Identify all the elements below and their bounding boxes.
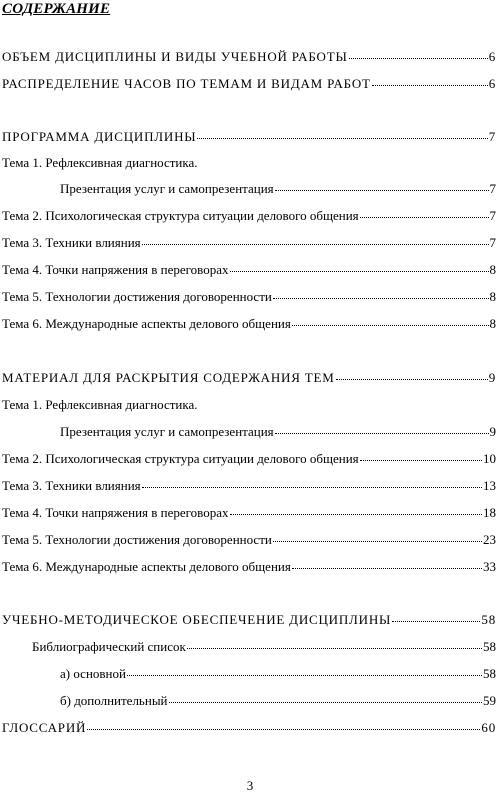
toc-leader-dots (392, 609, 480, 622)
toc-entry-page: 7 (489, 208, 496, 223)
toc-leader-dots (292, 313, 489, 326)
toc-leader-dots (87, 717, 480, 730)
toc-entry-page: 33 (483, 559, 496, 574)
toc-entry[interactable] (2, 369, 496, 387)
toc-entry-label: Тема 3. Техники влияния (2, 478, 141, 493)
toc-entry-label: Тема 2. Психологическая структура ситуации делового общения (2, 208, 359, 223)
toc-entry-label: Тема 1. Рефлексивная диагностика. (2, 155, 198, 170)
toc-entry-page: 7 (488, 129, 496, 144)
toc-entry[interactable] (60, 665, 496, 683)
toc-leader-dots (230, 259, 489, 272)
toc-entry-label: Тема 6. Международные аспекты делового общения (2, 316, 291, 331)
toc-entry-label: Тема 5. Технологии достижения договоренности (2, 289, 272, 304)
toc-leader-dots (292, 556, 482, 569)
toc-entry[interactable] (2, 558, 496, 576)
toc-entry-page: 9 (488, 370, 496, 385)
toc-entry[interactable] (2, 234, 496, 252)
toc-entry-label: Презентация услуг и самопрезентация (60, 424, 274, 439)
toc-leader-dots (360, 205, 489, 218)
toc-entry-label: Тема 4. Точки напряжения в переговорах (2, 262, 229, 277)
toc-leader-dots (142, 475, 482, 488)
toc-entry-page: 18 (483, 505, 496, 520)
toc-entry-label: Тема 2. Психологическая структура ситуации делового общения (2, 451, 359, 466)
toc-leader-dots (275, 421, 489, 434)
toc-entry-label: ГЛОССАРИЙ (2, 720, 87, 735)
toc-entry-label: РАСПРЕДЕЛЕНИЕ ЧАСОВ ПО ТЕМАМ И ВИДАМ РАБОТ (2, 76, 371, 91)
toc-entry[interactable] (2, 611, 496, 629)
toc-entry[interactable] (2, 315, 496, 333)
toc-entry-page: 58 (483, 666, 496, 681)
toc-entry-page: 7 (489, 235, 496, 250)
toc-entry-page: 9 (489, 424, 496, 439)
toc-leader-dots (349, 46, 488, 59)
toc-entry[interactable] (2, 531, 496, 549)
toc-leader-dots (360, 448, 482, 461)
toc-leader-dots (142, 232, 489, 245)
toc-entry-label: Тема 1. Рефлексивная диагностика. (2, 397, 198, 412)
toc-entry-page: 60 (481, 720, 496, 735)
toc-entry-page: 7 (489, 181, 496, 196)
toc-entry-page: 58 (483, 639, 496, 654)
toc-leader-dots (275, 178, 489, 191)
toc-entry[interactable] (32, 638, 496, 656)
toc-entry[interactable] (60, 180, 496, 198)
toc-entry[interactable] (2, 75, 496, 93)
toc-entry-page: 58 (481, 612, 496, 627)
toc-entry-label: Тема 4. Точки напряжения в переговорах (2, 505, 229, 520)
toc-leader-dots (187, 636, 482, 649)
toc-entry-label: МАТЕРИАЛ ДЛЯ РАСКРЫТИЯ СОДЕРЖАНИЯ ТЕМ (2, 370, 335, 385)
toc-entry-label: ОБЪЕМ ДИСЦИПЛИНЫ И ВИДЫ УЧЕБНОЙ РАБОТЫ (2, 49, 348, 64)
toc-entry-page: 8 (489, 289, 496, 304)
toc-entry-label: б) дополнительный (60, 693, 168, 708)
toc-entry[interactable] (2, 450, 496, 468)
toc-entry-label: ПРОГРАММА ДИСЦИПЛИНЫ (2, 129, 197, 144)
toc-leader-dots (273, 286, 489, 299)
toc-entry-page: 10 (483, 451, 496, 466)
toc-leader-dots (127, 663, 482, 676)
toc-leader-dots (169, 690, 482, 703)
toc-leader-dots (372, 73, 488, 86)
toc-entry[interactable] (2, 128, 496, 146)
toc-entry[interactable] (60, 692, 496, 710)
toc-entry[interactable] (2, 261, 496, 279)
toc-entry-label: Тема 3. Техники влияния (2, 235, 141, 250)
toc-entry-page: 23 (483, 532, 496, 547)
toc-leader-dots (273, 529, 482, 542)
toc-entry-label: Тема 6. Международные аспекты делового общения (2, 559, 291, 574)
toc-entry-page: 8 (489, 262, 496, 277)
toc-entry-page: 13 (483, 478, 496, 493)
toc-leader-dots (336, 367, 488, 380)
toc-entry-label: Презентация услуг и самопрезентация (60, 181, 274, 196)
toc-entry[interactable] (2, 477, 496, 495)
toc-entry-page: 6 (488, 49, 496, 64)
toc-entry-label: Тема 5. Технологии достижения договоренности (2, 532, 272, 547)
toc-entry-label: Библиографический список (32, 639, 186, 654)
toc-leader-dots (230, 502, 483, 515)
page-title: СОДЕРЖАНИЕ (2, 1, 111, 17)
toc-entry[interactable] (60, 423, 496, 441)
toc-leader-dots (197, 126, 487, 139)
toc-entry-page: 6 (488, 76, 496, 91)
toc-entry-page: 59 (483, 693, 496, 708)
toc-entry[interactable] (2, 288, 496, 306)
toc-entry[interactable] (2, 504, 496, 522)
toc-entry-page: 8 (489, 316, 496, 331)
toc-entry[interactable] (2, 48, 496, 66)
toc-entry-label: УЧЕБНО-МЕТОДИЧЕСКОЕ ОБЕСПЕЧЕНИЕ ДИСЦИПЛИНЫ (2, 612, 392, 627)
toc-entry[interactable] (2, 719, 496, 737)
page-number: 3 (246, 778, 254, 793)
toc-entry-label: а) основной (60, 666, 126, 681)
toc-entry[interactable] (2, 207, 496, 225)
